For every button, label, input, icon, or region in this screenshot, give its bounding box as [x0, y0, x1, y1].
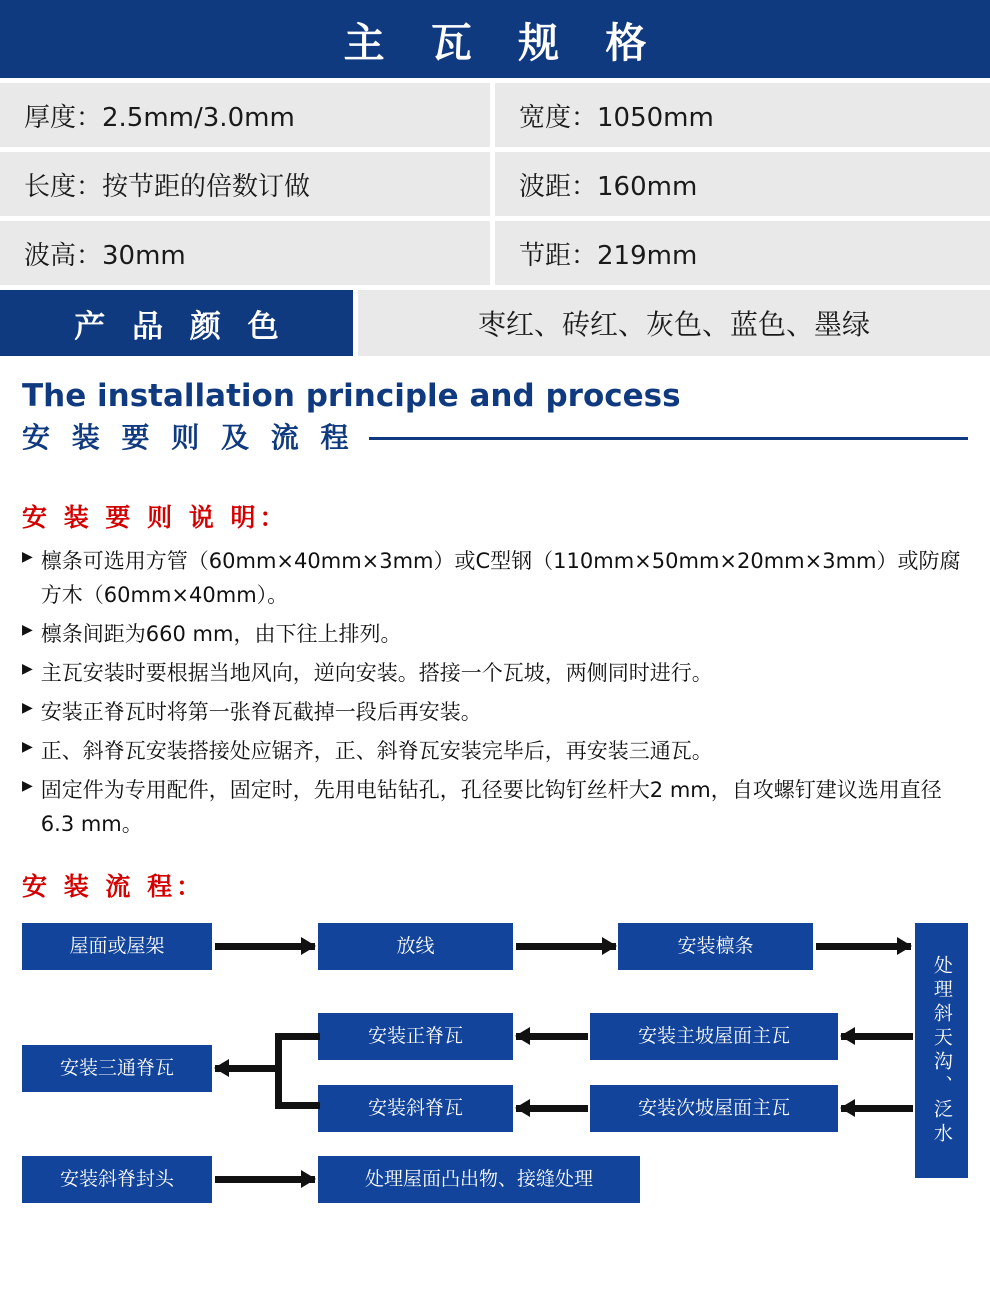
list-item-label: 固定件为专用配件，固定时，先用电钻钻孔，孔径要比钩钉丝杆大2 mm，自攻螺钉建议选用直径6.3 mm。: [40, 778, 942, 837]
triangle-bullet-icon: ▶: [22, 778, 33, 795]
list-item-label: 主瓦安装时要根据当地风向，逆向安装。搭接一个瓦坡，两侧同时进行。: [40, 661, 713, 686]
flow-node-main-slope-main-tile: 安装主坡屋面主瓦: [590, 1013, 838, 1060]
spec-table: [0, 78, 990, 285]
spec-wave-pitch: 波距：160mm: [495, 152, 990, 216]
flow-node-install-hip-tile: 安装斜脊瓦: [318, 1085, 513, 1132]
product-color-values: 枣红、砖红、灰色、蓝色、墨绿: [358, 290, 990, 356]
triangle-bullet-icon: ▶: [22, 739, 33, 756]
flow-arrow-7: [516, 1105, 588, 1112]
flow-node-sub-slope-main-tile: 安装次坡屋面主瓦: [590, 1085, 838, 1132]
rules-list: [22, 544, 972, 841]
section-heading-cn: 安 装 要 则 及 流 程: [22, 421, 355, 454]
flow-node-layout-line: 放线: [318, 923, 513, 970]
list-item: [22, 617, 972, 651]
table-row: [0, 83, 990, 147]
spec-length: 长度：按节距的倍数订做: [0, 152, 490, 216]
flow-arrow-6: [841, 1105, 913, 1112]
spec-node-pitch: 节距：219mm: [495, 221, 990, 285]
triangle-bullet-icon: ▶: [22, 661, 33, 678]
triangle-bullet-icon: ▶: [22, 549, 33, 565]
list-item-label: 檩条可选用方管（60mm×40mm×3mm）或C型钢（110mm×50mm×20mm×3mm）或防腐方木（60mm×40mm）。: [40, 549, 961, 608]
spec-width: 宽度：1050mm: [495, 83, 990, 147]
heading-divider: [369, 437, 969, 440]
flow-arrow-5: [516, 1033, 588, 1040]
flow-connector-mid: [275, 1065, 282, 1073]
triangle-bullet-icon: ▶: [22, 700, 33, 717]
list-item-label: 安装正脊瓦时将第一张脊瓦截掉一段后再安装。: [40, 700, 482, 725]
flow-arrow-9: [215, 1176, 315, 1183]
table-row: [0, 221, 990, 285]
flow-chart: [0, 913, 990, 1203]
flow-arrow-1: [215, 943, 315, 950]
triangle-bullet-icon: ▶: [22, 622, 33, 639]
table-row: [0, 152, 990, 216]
flow-node-install-tee-ridge-tile: 安装三通脊瓦: [22, 1045, 212, 1092]
product-color-label: 产 品 颜 色: [0, 290, 353, 356]
flow-connector-bottom: [275, 1102, 320, 1109]
flow-node-install-purlin: 安装檩条: [618, 923, 813, 970]
section-heading-cn-row: [22, 416, 990, 456]
flow-heading: 安 装 流 程：: [22, 872, 206, 902]
list-item-label: 檩条间距为660 mm，由下往上排列。: [40, 622, 402, 647]
flow-node-handle-valley-flashing: 处理斜天沟、泛水: [915, 923, 968, 1178]
section-heading-en: The installation principle and process: [22, 378, 681, 414]
flow-arrow-3: [816, 943, 911, 950]
rules-heading: 安 装 要 则 说 明：: [22, 503, 289, 532]
flow-arrow-8: [215, 1065, 280, 1072]
flow-arrow-4: [841, 1033, 913, 1040]
spec-wave-height: 波高：30mm: [0, 221, 490, 285]
spec-thickness: 厚度：2.5mm/3.0mm: [0, 83, 490, 147]
flow-node-roof-or-truss: 屋面或屋架: [22, 923, 212, 970]
list-item-label: 正、斜脊瓦安装搭接处应锯齐，正、斜脊瓦安装完毕后，再安装三通瓦。: [40, 739, 713, 764]
flow-arrow-2: [516, 943, 616, 950]
list-item: [22, 773, 972, 841]
flow-node-handle-protrusions-seams: 处理屋面凸出物、接缝处理: [318, 1156, 640, 1203]
flow-node-install-hip-end-cap: 安装斜脊封头: [22, 1156, 212, 1203]
list-item: [22, 544, 972, 612]
flow-connector-top: [275, 1033, 320, 1040]
product-color-band: [0, 290, 990, 356]
section-heading: [22, 378, 990, 456]
list-item: [22, 695, 972, 729]
list-item: [22, 734, 972, 768]
flow-node-install-ridge-tile: 安装正脊瓦: [318, 1013, 513, 1060]
page-title: 主 瓦 规 格: [0, 0, 990, 78]
list-item: [22, 656, 972, 690]
